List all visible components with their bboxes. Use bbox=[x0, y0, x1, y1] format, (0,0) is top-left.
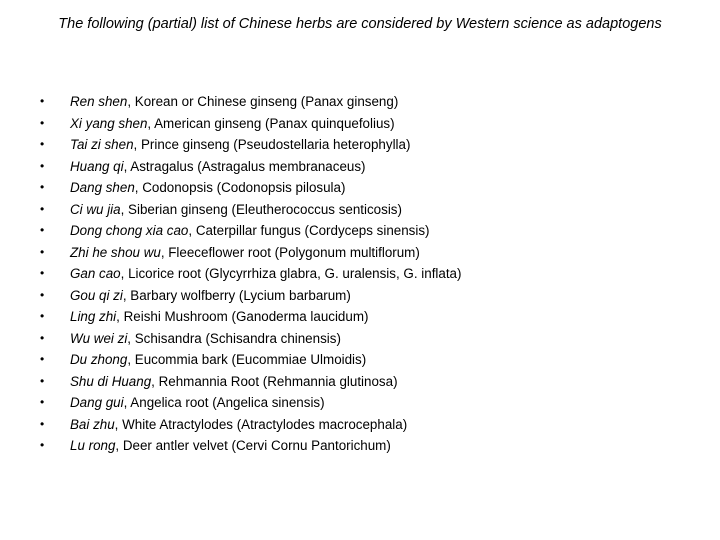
herb-pinyin-name: Wu wei zi bbox=[70, 330, 128, 346]
herb-description: , Reishi Mushroom (Ganoderma laucidum) bbox=[116, 309, 369, 324]
herb-pinyin-name: Dang gui bbox=[70, 395, 124, 410]
bullet-icon: • bbox=[40, 158, 45, 173]
herb-pinyin-name: Dang shen bbox=[70, 180, 135, 195]
herb-description: , Korean or Chinese ginseng (Panax ginseng) bbox=[127, 94, 399, 109]
herb-pinyin-name: Shu di Huang bbox=[70, 373, 152, 389]
herb-description: , American ginseng (Panax quinquefolius) bbox=[147, 115, 395, 131]
herb-pinyin-name: Zhi he shou wu bbox=[70, 244, 161, 260]
herb-entry bbox=[70, 371, 398, 393]
herb-description: , Barbary wolfberry (Lycium barbarum) bbox=[122, 287, 351, 303]
herb-description: , Rehmannia Root (Rehmannia glutinosa) bbox=[151, 373, 398, 389]
herb-description: , White Atractylodes (Atractylodes macrocephala) bbox=[114, 416, 408, 432]
herb-pinyin-name: Ci wu jia bbox=[70, 201, 121, 217]
bullet-icon: • bbox=[40, 416, 45, 431]
herb-pinyin-name: Ren shen bbox=[70, 94, 128, 109]
herb-pinyin-name: Gou qi zi bbox=[70, 287, 123, 303]
bullet-icon: • bbox=[40, 309, 45, 323]
herb-entry bbox=[70, 328, 341, 350]
herb-entry bbox=[70, 134, 410, 156]
herb-pinyin-name: Tai zi shen bbox=[70, 137, 134, 152]
herb-entry bbox=[70, 91, 398, 113]
herb-entry bbox=[70, 306, 368, 328]
herb-description: , Codonopsis (Codonopsis pilosula) bbox=[134, 180, 346, 195]
herb-entry bbox=[70, 220, 430, 242]
bullet-icon: • bbox=[40, 223, 45, 237]
herb-description: , Eucommia bark (Eucommiae Ulmoidis) bbox=[127, 352, 367, 367]
bullet-icon: • bbox=[40, 373, 45, 388]
herb-description: , Fleeceflower root (Polygonum multiflorum) bbox=[160, 244, 420, 260]
bullet-icon: • bbox=[40, 180, 45, 194]
bullet-icon: • bbox=[40, 266, 45, 280]
herb-entry bbox=[70, 263, 461, 285]
bullet-icon: • bbox=[40, 201, 45, 216]
herb-entry bbox=[70, 156, 366, 178]
herb-description: , Caterpillar fungus (Cordyceps sinensis) bbox=[188, 223, 430, 238]
bullet-icon: • bbox=[40, 115, 45, 130]
bullet-icon: • bbox=[40, 137, 45, 151]
herb-pinyin-name: Lu rong bbox=[70, 438, 116, 453]
herb-pinyin-name: Ling zhi bbox=[70, 309, 117, 324]
herb-pinyin-name: Xi yang shen bbox=[70, 115, 148, 131]
slide-title: The following (partial) list of Chinese herbs are considered by Western science as adaptogens bbox=[58, 16, 662, 32]
herb-description: , Siberian ginseng (Eleutherococcus senticosis) bbox=[120, 201, 402, 217]
bullet-icon: • bbox=[40, 94, 45, 108]
herb-pinyin-name: Dong chong xia cao bbox=[70, 223, 189, 238]
bullet-icon: • bbox=[40, 287, 45, 302]
herb-description: , Prince ginseng (Pseudostellaria heterophylla) bbox=[133, 137, 411, 152]
bullet-icon: • bbox=[40, 395, 45, 409]
bullet-icon: • bbox=[40, 352, 45, 366]
herb-description: , Deer antler velvet (Cervi Cornu Pantorichum) bbox=[115, 438, 391, 453]
bullet-icon: • bbox=[40, 438, 45, 452]
herb-description: , Astragalus (Astragalus membranaceus) bbox=[123, 158, 366, 174]
herb-entry bbox=[70, 199, 402, 221]
herb-entry bbox=[70, 177, 345, 199]
herb-pinyin-name: Bai zhu bbox=[70, 416, 115, 432]
herb-entry bbox=[70, 435, 391, 457]
herb-entry bbox=[70, 242, 420, 264]
bullet-icon: • bbox=[40, 244, 45, 259]
herb-description: , Angelica root (Angelica sinensis) bbox=[123, 395, 325, 410]
herb-pinyin-name: Huang qi bbox=[70, 158, 124, 174]
herb-entry bbox=[70, 414, 407, 436]
herb-entry bbox=[70, 285, 351, 307]
herb-description: , Licorice root (Glycyrrhiza glabra, G. uralensis, G. inflata) bbox=[120, 266, 462, 281]
herb-pinyin-name: Du zhong bbox=[70, 352, 128, 367]
herb-entry bbox=[70, 113, 395, 135]
herb-entry bbox=[70, 349, 366, 371]
bullet-icon: • bbox=[40, 330, 45, 345]
herb-description: , Schisandra (Schisandra chinensis) bbox=[127, 330, 341, 346]
herb-pinyin-name: Gan cao bbox=[70, 266, 121, 281]
herb-entry bbox=[70, 392, 325, 414]
